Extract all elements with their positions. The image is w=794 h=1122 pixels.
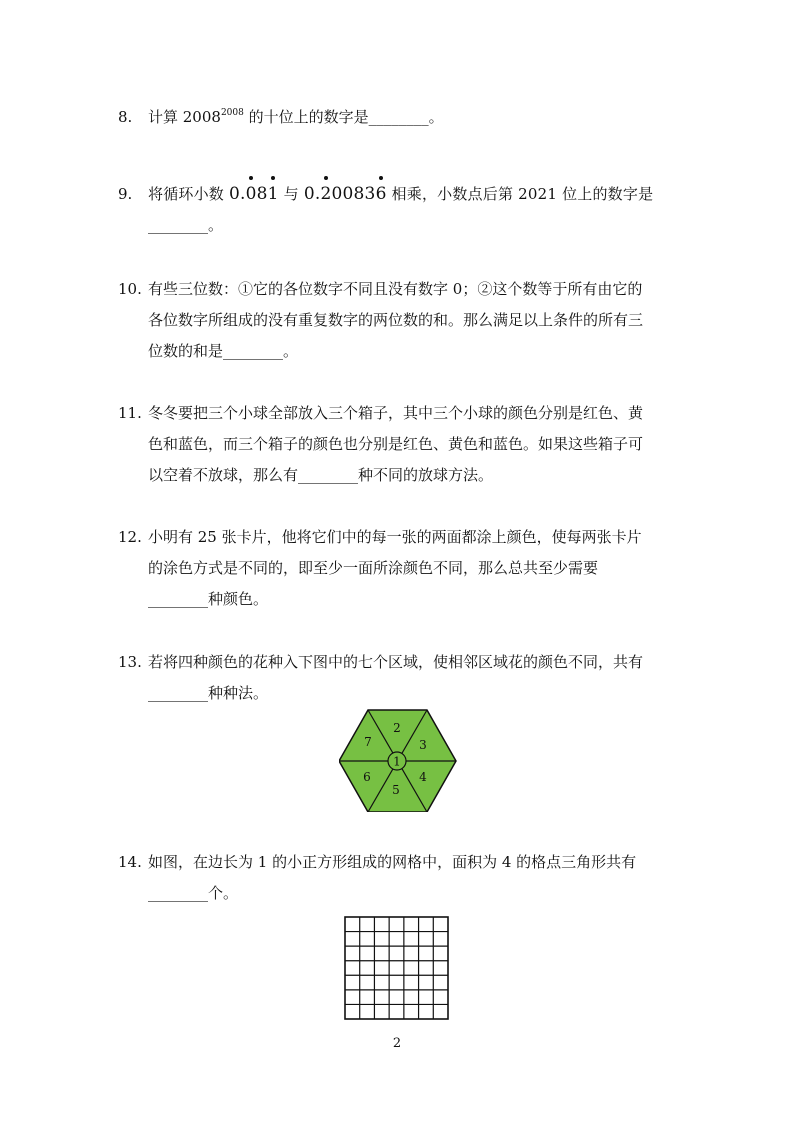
question-number: 8.	[118, 108, 133, 126]
hexagon-figure	[339, 708, 457, 812]
question-14	[118, 847, 678, 909]
question-10	[118, 274, 678, 367]
question-number: 12.	[118, 528, 142, 546]
question-text: 有些三位数：①它的各位数字不同且没有数字 0；②这个数等于所有由它的	[148, 280, 643, 298]
question-number: 11.	[118, 404, 142, 422]
question-number: 13.	[118, 653, 142, 671]
question-text: 的涂色方式是不同的，即至少一面所涂颜色不同，那么总共至少需要	[148, 559, 599, 577]
grid-lines	[345, 917, 448, 1019]
repeating-decimal-1: 0.081	[229, 184, 279, 204]
region-label-1: 1	[393, 754, 401, 769]
exponent: 2008	[220, 108, 244, 118]
question-text: 将循环小数 0.081 与 0.200836 相乘，小数点后第 2021 位上的数字是	[118, 179, 678, 210]
question-number: 9.	[118, 185, 133, 203]
repeating-decimal-2: 0.200836	[304, 184, 387, 204]
region-label-4: 4	[419, 770, 427, 784]
question-text: 小明有 25 张卡片，他将它们中的每一张的两面都涂上颜色，使每两张卡片	[148, 528, 642, 546]
question-11	[118, 398, 678, 491]
question-text: ________个。	[148, 884, 239, 902]
question-text: 以空着不放球，那么有________种不同的放球方法。	[148, 466, 494, 484]
question-text: ________种颜色。	[148, 590, 269, 608]
question-text: 冬冬要把三个小球全部放入三个箱子，其中三个小球的颜色分别是红色、黄	[148, 404, 644, 422]
question-12	[118, 522, 678, 615]
question-text: 位数的和是________。	[148, 342, 299, 360]
grid-border	[345, 917, 448, 1019]
question-text: 如图，在边长为 1 的小正方形组成的网格中，面积为 4 的格点三角形共有	[148, 853, 637, 871]
question-8	[118, 102, 678, 133]
region-label-3: 3	[419, 738, 427, 752]
question-number: 14.	[118, 853, 142, 871]
region-label-2: 2	[393, 721, 401, 735]
question-number: 10.	[118, 280, 142, 298]
question-text: ________种种法。	[148, 684, 269, 702]
page-number: 2	[392, 1036, 402, 1051]
question-text: ________。	[148, 216, 224, 234]
lattice-grid	[343, 915, 450, 1021]
question-text: 若将四种颜色的花种入下图中的七个区域，使相邻区域花的颜色不同，共有	[148, 653, 644, 671]
region-label-6: 6	[363, 770, 371, 784]
region-label-5: 5	[392, 783, 400, 797]
question-text: 各位数字所组成的没有重复数字的两位数的和。那么满足以上条件的所有三	[148, 311, 644, 329]
question-13	[118, 647, 678, 709]
question-text: 色和蓝色，而三个箱子的颜色也分别是红色、黄色和蓝色。如果这些箱子可	[148, 435, 644, 453]
question-text: 计算 $2008^{2008}$ 的十位上的数字是________。	[148, 108, 444, 126]
question-9	[118, 179, 678, 241]
region-label-7: 7	[364, 735, 372, 749]
